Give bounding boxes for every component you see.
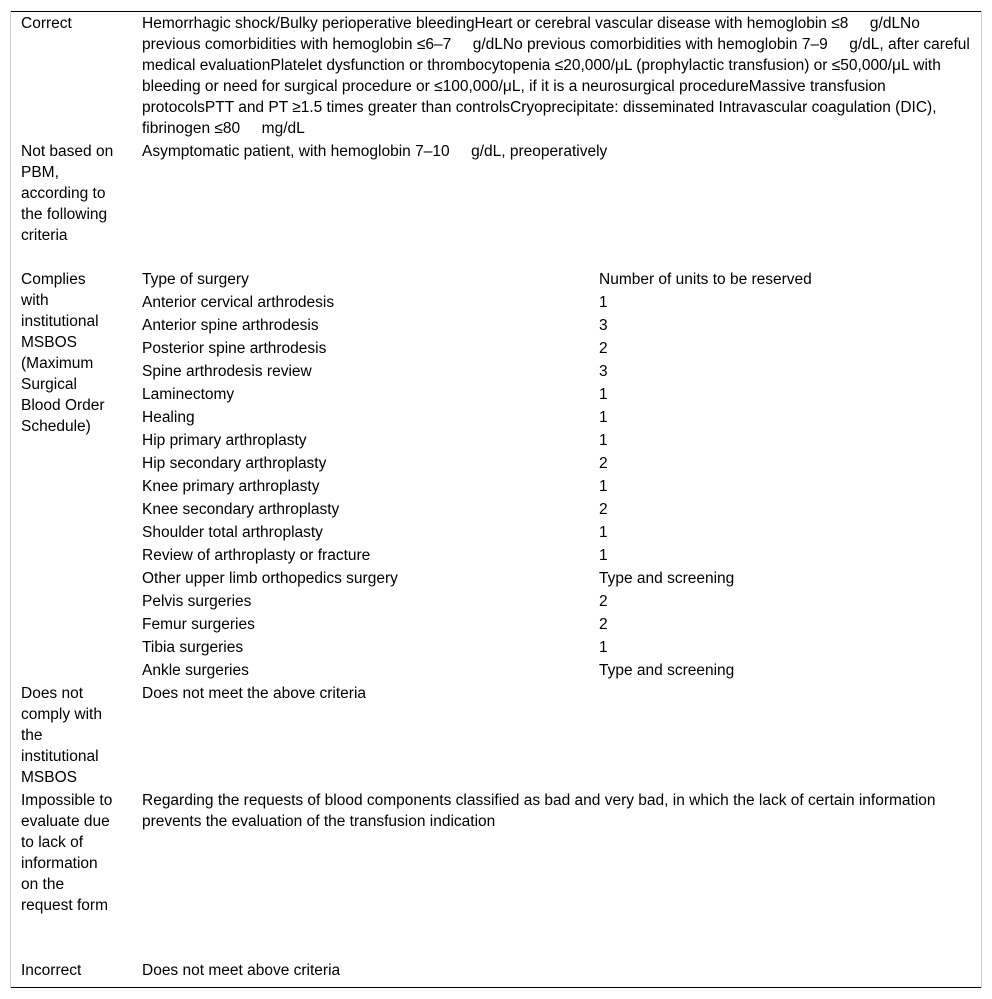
msbos-surgery-type: Hip primary arthroplasty bbox=[142, 432, 307, 449]
msbos-surgery-type: Knee primary arthroplasty bbox=[142, 478, 320, 495]
msbos-units: 3 bbox=[599, 363, 608, 380]
row-criteria-incorrect: Does not meet above criteria bbox=[142, 962, 341, 979]
row-label-correct: Correct bbox=[21, 15, 72, 32]
table-left-border bbox=[10, 11, 11, 988]
msbos-surgery-type: Anterior cervical arthrodesis bbox=[142, 294, 335, 311]
msbos-surgery-type: Laminectomy bbox=[142, 386, 235, 403]
msbos-surgery-type: Ankle surgeries bbox=[142, 662, 249, 679]
msbos-units: 2 bbox=[599, 455, 608, 472]
msbos-surgery-type: Anterior spine arthrodesis bbox=[142, 317, 319, 334]
msbos-surgery-type: Femur surgeries bbox=[142, 616, 255, 633]
msbos-units: 1 bbox=[599, 432, 608, 449]
row-criteria-impossible: Regarding the requests of blood components classified as bad and very bad, in which the lack of certain information prevents the evaluation of the transfusion indication bbox=[142, 792, 940, 830]
msbos-units: 1 bbox=[599, 478, 608, 495]
msbos-surgery-type: Spine arthrodesis review bbox=[142, 363, 312, 380]
row-label-not-comply: Does not comply with the institutional MSBOS bbox=[21, 685, 107, 786]
msbos-surgery-type: Shoulder total arthroplasty bbox=[142, 524, 323, 541]
msbos-units: 1 bbox=[599, 547, 608, 564]
row-label-not-pbm: Not based on PBM, according to the following criteria bbox=[21, 143, 118, 244]
row-criteria-correct: Hemorrhagic shock/Bulky perioperative bleedingHeart or cerebral vascular disease with hemoglobin ≤8 g/dLNo previous comorbidities with hemoglobin ≤6–7 g/dLNo previous comorbidities with hemoglobin 7–9 g/dL, after careful medical evaluationPlatelet dysfunction or thrombocytopenia ≤20,000/μL (prophylactic transfusion) or ≤50,000/μL with bleeding or need for surgical procedure or ≤100,000/μL, if it is a neurosurgical procedureMassive transfusion protocolsPTT and PT ≥1.5 times greater than controlsCryoprecipitate: disseminated Intravascular coagulation (DIC), fibrinogen ≤80 mg/dL bbox=[142, 15, 975, 137]
msbos-surgery-type: Hip secondary arthroplasty bbox=[142, 455, 327, 472]
row-label-msbos: Complies with institutional MSBOS (Maximum Surgical Blood Order Schedule) bbox=[21, 271, 109, 435]
msbos-units: 2 bbox=[599, 593, 608, 610]
msbos-surgery-type: Other upper limb orthopedics surgery bbox=[142, 570, 398, 587]
msbos-units: 2 bbox=[599, 340, 608, 357]
msbos-surgery-type: Tibia surgeries bbox=[142, 639, 244, 656]
msbos-units: Type and screening bbox=[599, 570, 735, 587]
msbos-header-type: Type of surgery bbox=[142, 271, 249, 288]
msbos-units: 1 bbox=[599, 639, 608, 656]
msbos-units: 3 bbox=[599, 317, 608, 334]
msbos-units: 1 bbox=[599, 524, 608, 541]
msbos-surgery-type: Posterior spine arthrodesis bbox=[142, 340, 327, 357]
msbos-units: 1 bbox=[599, 294, 608, 311]
msbos-units: 1 bbox=[599, 386, 608, 403]
msbos-units: 2 bbox=[599, 501, 608, 518]
msbos-surgery-type: Review of arthroplasty or fracture bbox=[142, 547, 371, 564]
row-label-impossible: Impossible to evaluate due to lack of information on the request form bbox=[21, 792, 117, 914]
row-criteria-not-comply: Does not meet the above criteria bbox=[142, 685, 367, 702]
row-label-incorrect: Incorrect bbox=[21, 962, 82, 979]
msbos-units: 1 bbox=[599, 409, 608, 426]
msbos-surgery-type: Knee secondary arthroplasty bbox=[142, 501, 340, 518]
msbos-surgery-type: Healing bbox=[142, 409, 195, 426]
row-criteria-not-pbm: Asymptomatic patient, with hemoglobin 7–10 g/dL, preoperatively bbox=[142, 143, 608, 160]
msbos-surgery-type: Pelvis surgeries bbox=[142, 593, 252, 610]
table-right-border bbox=[981, 11, 982, 988]
msbos-header-units: Number of units to be reserved bbox=[599, 271, 812, 288]
msbos-units: 2 bbox=[599, 616, 608, 633]
msbos-units: Type and screening bbox=[599, 662, 735, 679]
